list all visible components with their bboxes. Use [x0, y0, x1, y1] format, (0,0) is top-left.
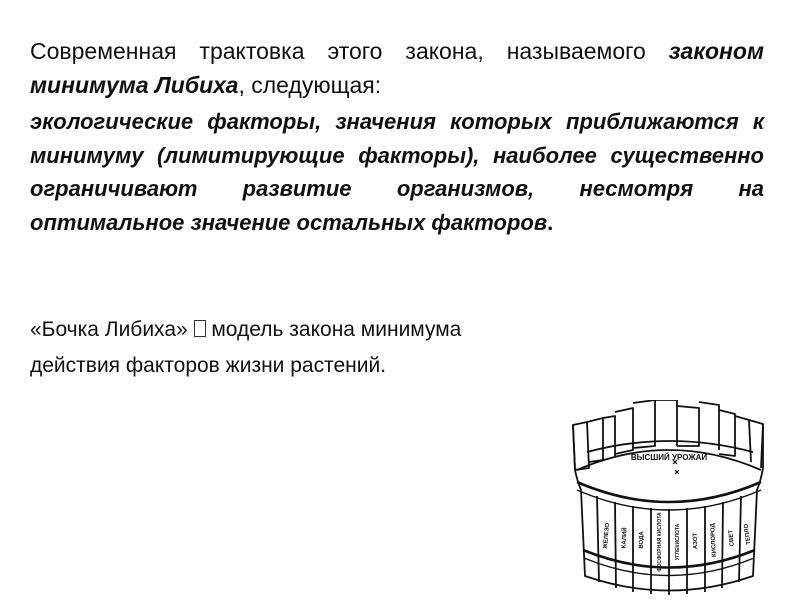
- missing-glyph-icon: [194, 320, 206, 337]
- stave-label-light: СВЕТ: [728, 529, 736, 547]
- model-paragraph: [30, 312, 500, 384]
- model-quote: «Бочка Либиха»: [30, 318, 188, 341]
- barrel-top-label: ВЫСШИЙ УРОЖАЙ: [630, 453, 708, 462]
- definition-text: экологические факторы, значения которых приближаются к минимуму (лимитирующие факторы), наиболее существенно ограничивают развитие организмов, несмотря на оптимальное значение остальных факторов: [30, 109, 764, 235]
- stave-label-nitrogen: АЗОТ: [692, 532, 700, 550]
- law-name: законом минимума Либиха: [30, 38, 764, 98]
- stave-label-water: ВОДА: [638, 531, 646, 549]
- stave-label-phosphoric-acid: ФОСФОРНАЯ КИСЛОТА: [657, 512, 663, 572]
- stave-label-iron: ЖЕЛЕЗО: [602, 522, 612, 550]
- definition-end: .: [547, 209, 554, 235]
- intro-paragraph: [30, 34, 764, 102]
- liebig-barrel-illustration: [563, 400, 775, 600]
- model-text: модель закона минимума действия факторов жизни растений.: [30, 318, 462, 377]
- stave-label-heat: ТЕПЛО: [743, 523, 753, 545]
- definition-paragraph: [30, 105, 764, 239]
- intro-text-after: , следующая:: [238, 72, 382, 98]
- intro-text-before: Современная трактовка этого закона, называемого: [30, 38, 669, 64]
- stave-label-carbonic-acid: УГЛЕКИСЛОТА: [675, 523, 681, 561]
- stave-label-oxygen: КИСЛОРОД: [710, 523, 718, 558]
- stave-label-potassium: КАЛИЙ: [621, 527, 629, 549]
